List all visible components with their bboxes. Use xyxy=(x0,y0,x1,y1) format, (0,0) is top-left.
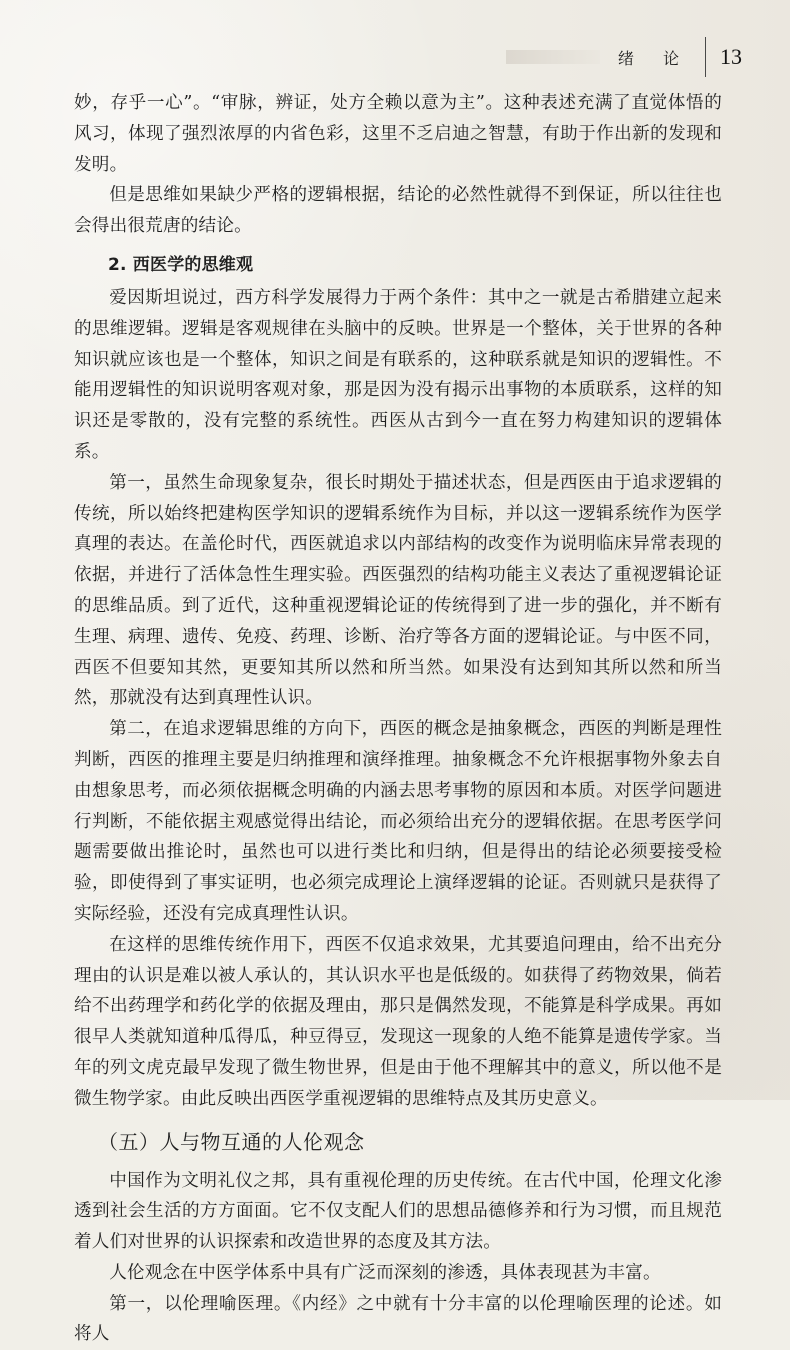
page-number: 13 xyxy=(720,44,742,69)
western-paragraph-1: 爱因斯坦说过，西方科学发展得力于两个条件：其中之一就是古希腊建立起来的思维逻辑。逻辑是客观规律在头脑中的反映。世界是一个整体，关于世界的各种知识就应该也是一个整体，知识之间是有联系的，这种联系就是知识的逻辑性。不能用逻辑性的知识说明客观对象，那是因为没有揭示出事物的本质联系，这样的知识还是零散的，没有完整的系统性。西医从古到今一直在努力构建知识的逻辑体系。 xyxy=(74,287,722,462)
section-heading-five: （五）人与物互通的人伦观念 xyxy=(98,1129,365,1154)
western-paragraph-3: 第二，在追求逻辑思维的方向下，西医的概念是抽象概念，西医的判断是理性判断，西医的推理主要是归纳推理和演绎推理。抽象概念不允许根据事物外象去自由想象思考，而必须依据概念明确的内涵去思考事物的原因和本质。对医学问题进行判断，不能依据主观感觉得出结论，而必须给出充分的逻辑依据。在思考医学问题需要做出推论时，虽然也可以进行类比和归纳，但是得出的结论必须要接受检验，即使得到了事实证明，也必须完成理论上演绎逻辑的论证。否则就只是获得了实际经验，还没有完成真理性认识。 xyxy=(74,719,722,924)
chapter-title: 绪 论 xyxy=(617,48,691,68)
intro-paragraph: 妙，存乎一心”。“审脉，辨证，处方全赖以意为主”。这种表述充满了直觉体悟的风习，体现了强烈浓厚的内省色彩，这里不乏启迪之智慧，有助于作出新的发现和发明。 xyxy=(74,93,722,175)
header-decoration xyxy=(506,50,600,64)
page-header xyxy=(506,36,748,78)
header-divider xyxy=(705,37,706,77)
ethics-paragraph-3: 第一，以伦理喻医理。《内经》之中就有十分丰富的以伦理喻医理的论述。如将人 xyxy=(74,1293,722,1345)
western-paragraph-4: 在这样的思维传统作用下，西医不仅追求效果，尤其要追问理由，给不出充分理由的认识是难以被人承认的，其认识水平也是低级的。如获得了药物效果，倘若给不出药理学和药化学的依据及理由，那只是偶然发现，不能算是科学成果。再如很早人类就知道种瓜得瓜，种豆得豆，发现这一现象的人绝不能算是遗传学家。当年的列文虎克最早发现了微生物世界，但是由于他不理解其中的意义，所以他不是微生物学家。由此反映出西医学重视逻辑的思维特点及其历史意义。 xyxy=(74,934,722,1109)
logic-paragraph: 但是思维如果缺少严格的逻辑根据，结论的必然性就得不到保证，所以往往也会得出很荒唐的结论。 xyxy=(74,185,722,237)
ethics-paragraph-1: 中国作为文明礼仪之邦，具有重视伦理的历史传统。在古代中国，伦理文化渗透到社会生活的方方面面。它不仅支配人们的思想品德修养和行为习惯，而且规范着人们对世界的认识探索和改造世界的态度及其方法。 xyxy=(74,1170,722,1253)
western-medicine-subheading: 2. 西医学的思维观 xyxy=(108,254,254,275)
ethics-paragraph-2: 人伦观念在中医学体系中具有广泛而深刻的渗透，具体表现甚为丰富。 xyxy=(109,1262,661,1283)
page-content xyxy=(74,88,722,1350)
western-paragraph-2: 第一，虽然生命现象复杂，很长时期处于描述状态，但是西医由于追求逻辑的传统，所以始终把建构医学知识的逻辑系统作为目标，并以这一逻辑系统作为医学真理的表达。在盖伦时代，西医就追求以内部结构的改变作为说明临床异常表现的依据，并进行了活体急性生理实验。西医强烈的结构功能主义表达了重视逻辑论证的思维品质。到了近代，这种重视逻辑论证的传统得到了进一步的强化，并不断有生理、病理、遗传、免疫、药理、诊断、治疗等各方面的逻辑论证。与中医不同，西医不但要知其然，更要知其所以然和所当然。如果没有达到知其所以然和所当然，那就没有达到真理性认识。 xyxy=(74,472,722,709)
